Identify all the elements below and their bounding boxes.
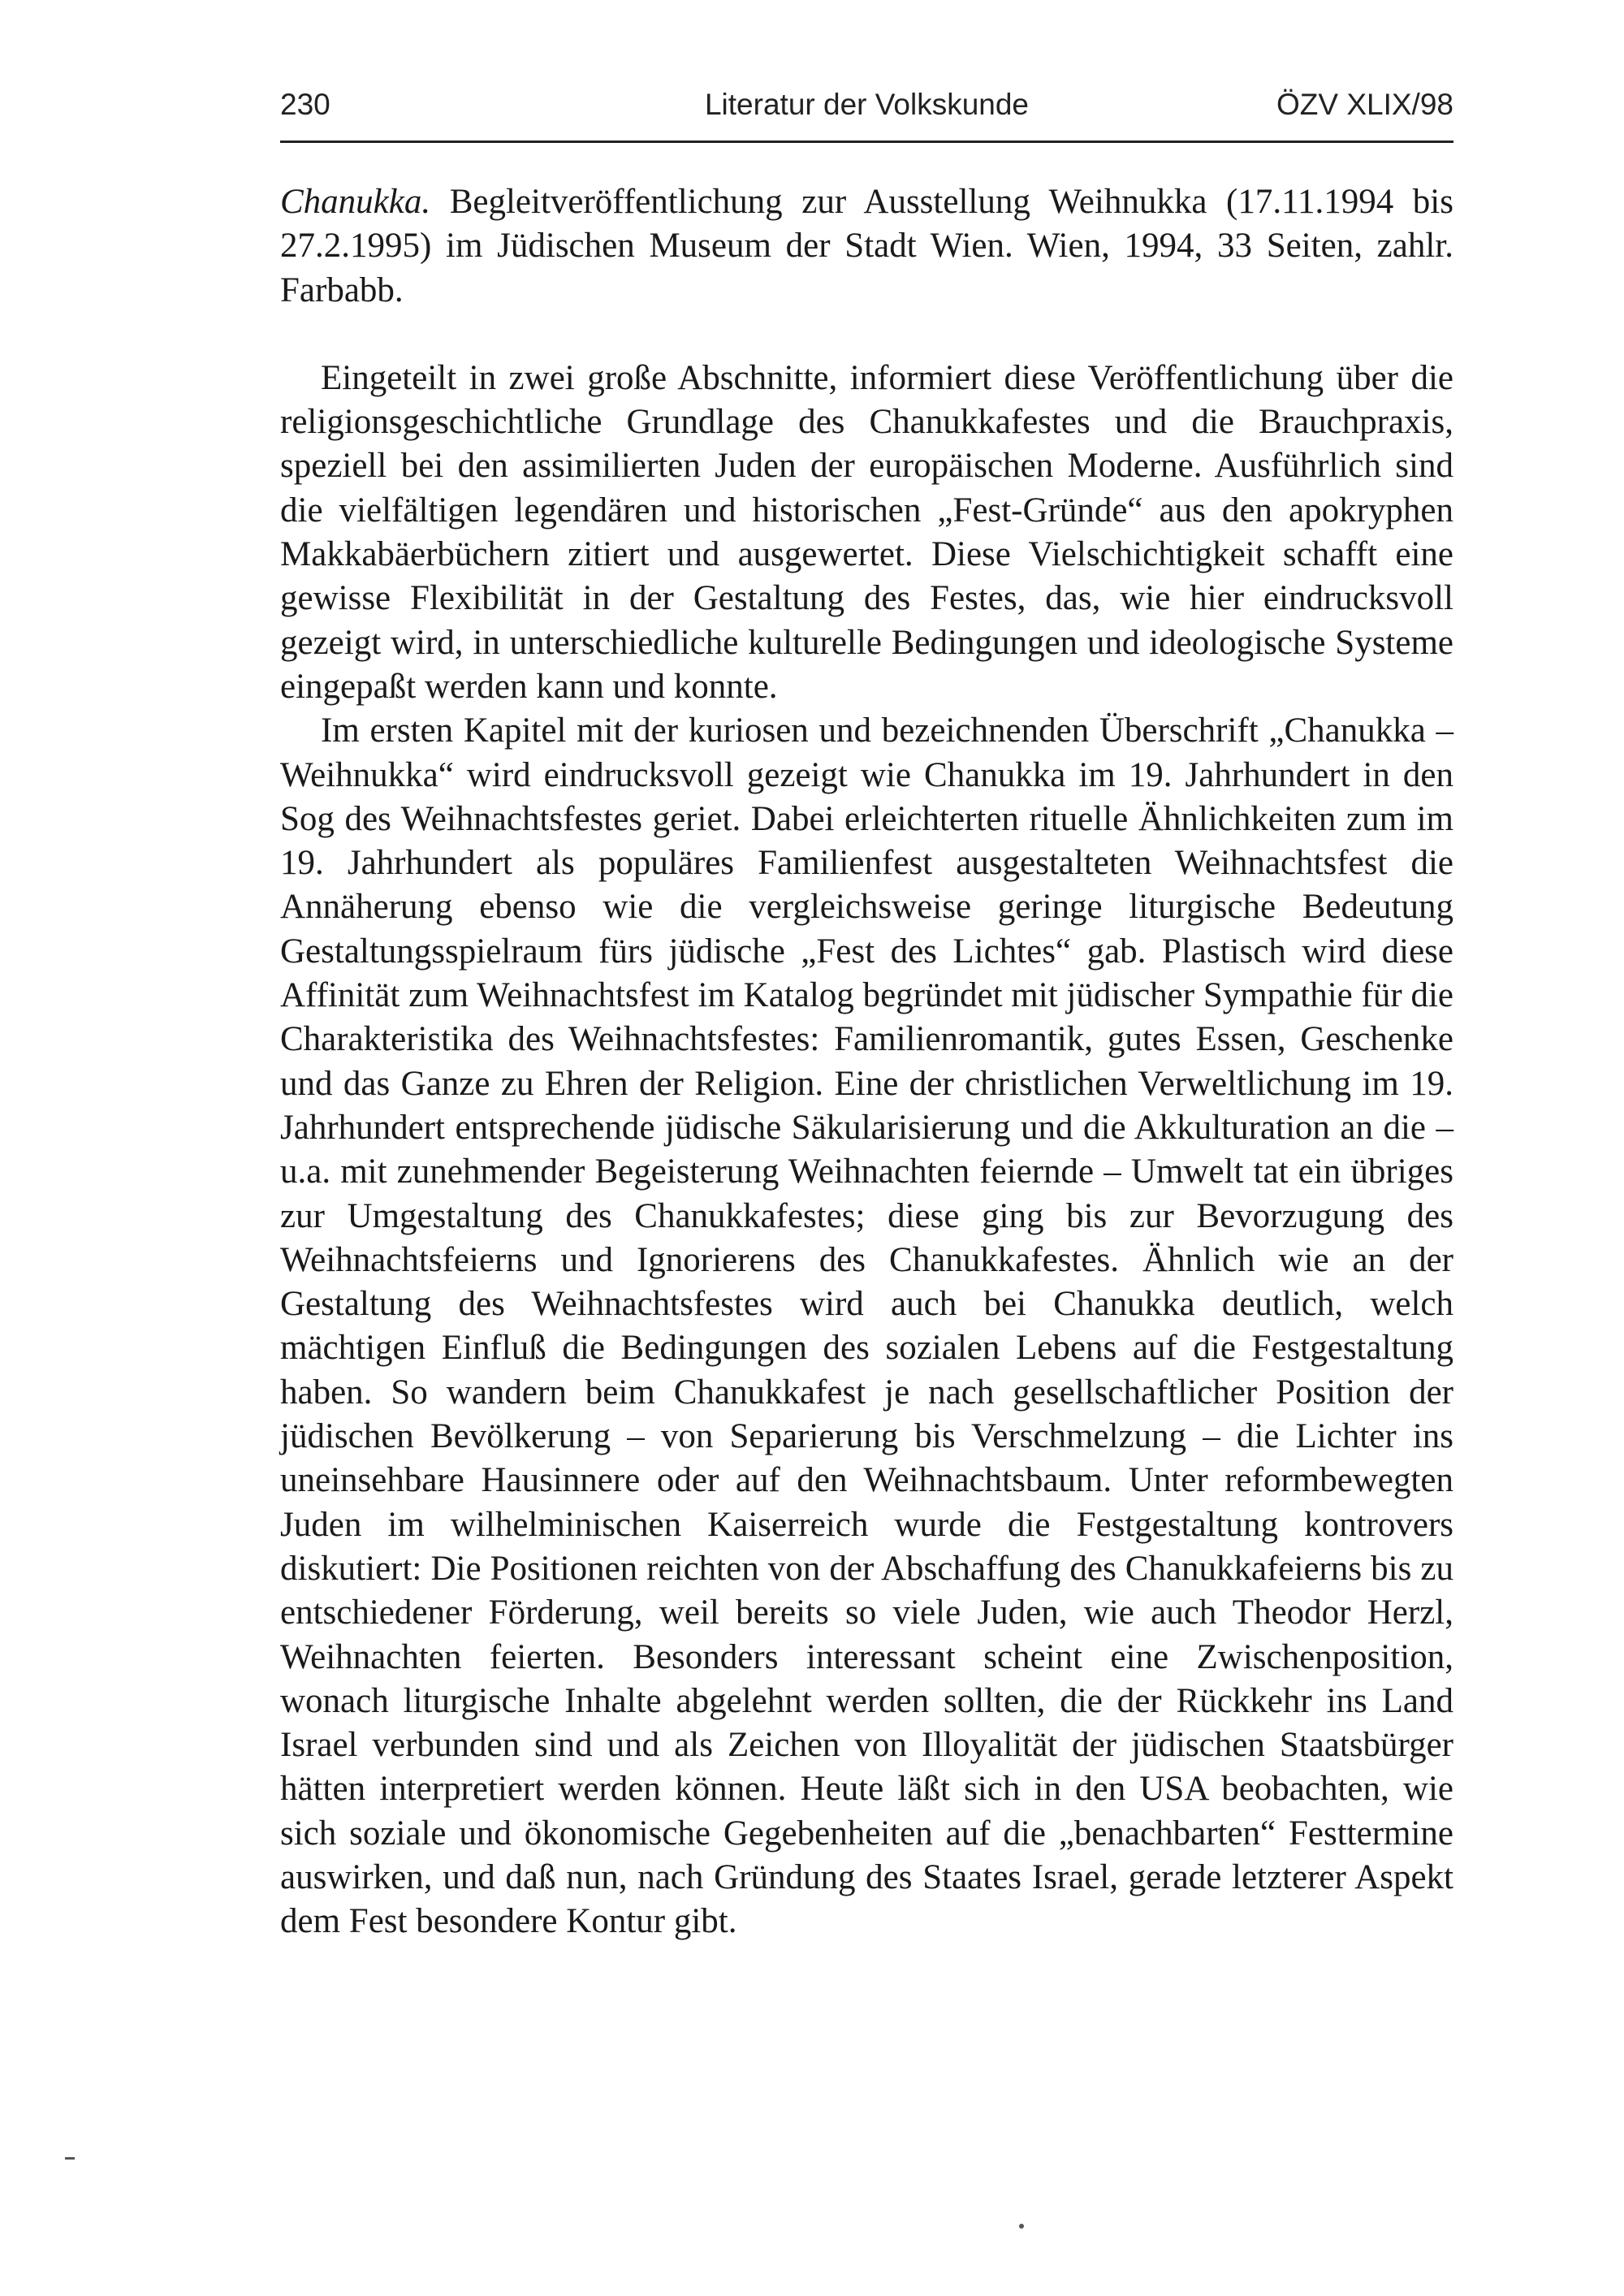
scan-speck <box>1019 2224 1024 2229</box>
bibliographic-citation <box>280 180 1453 313</box>
scan-speck <box>65 2157 75 2160</box>
citation-title: Chanukka. <box>280 183 431 221</box>
paragraph-2: Im ersten Kapitel mit der kuriosen und bezeichnenden Überschrift „Chanukka – Weihnukka“ wird eindrucksvoll gezeigt wie Chanukka im 19. Jahrhundert in den Sog des Weihnachtsfestes geriet. Dabei erleichterten rituelle Ähnlichkeiten zum im 19. Jahrhundert als populäres Familienfest ausgestalteten Weihnachtsfest die Annäherung ebenso wie die vergleichsweise geringe liturgische Bedeutung Gestaltungsspielraum fürs jüdische „Fest des Lichtes“ gab. Plastisch wird diese Affinität zum Weihnachtsfest im Katalog begründet mit jüdischer Sympathie für die Charakteristika des Weihnachtsfestes: Familienromantik, gutes Essen, Geschenke und das Ganze zu Ehren der Religion. Eine der christlichen Verweltlichung im 19. Jahrhundert entsprechende jüdische Säkularisierung und die Akkulturation an die – u.a. mit zunehmender Begeisterung Weihnachten feiernde – Umwelt tat ein übriges zur Umgestaltung des Chanukkafestes; diese ging bis zur Bevorzugung des Weihnachtsfeierns und Ignorierens des Chanukkafestes. Ähnlich wie an der Gestaltung des Weihnachtsfestes wird auch bei Chanukka deutlich, welch mächtigen Einfluß die Bedingungen des sozialen Lebens auf die Festgestaltung haben. So wandern beim Chanukkafest je nach gesellschaftlicher Position der jüdischen Bevölkerung – von Separierung bis Verschmelzung – die Lichter ins uneinsehbare Hausinnere oder auf den Weihnachtsbaum. Unter reformbewegten Juden im wilhelminischen Kaiserreich wurde die Festgestaltung kontrovers diskutiert: Die Positionen reichten von der Abschaffung des Chanukkafeierns bis zu entschiedener Förderung, weil bereits so viele Juden, wie auch Theodor Herzl, Weihnachten feierten. Besonders interessant scheint eine Zwischenposition, wonach liturgische Inhalte abgelehnt werden sollten, die der Rückkehr ins Land Israel verbunden sind und als Zeichen von Illoyalität der jüdischen Staatsbürger hätten interpretiert werden können. Heute läßt sich in den USA beobachten, wie sich soziale und ökonomische Gegebenheiten auf die „benachbarten“ Festtermine auswirken, und daß nun, nach Gründung des Staates Israel, gerade letzterer Aspekt dem Fest besondere Kontur gibt. <box>280 711 1453 1941</box>
page-number: 230 <box>280 88 330 121</box>
paragraph-1: Eingeteilt in zwei große Abschnitte, informiert diese Veröffentlichung über die religionsgeschichtliche Grundlage des Chanukkafestes und die Brauchpraxis, speziell bei den assimilierten Juden der europäischen Moderne. Ausführlich sind die vielfältigen legendären und historischen „Fest-Gründe“ aus den apokryphen Makkabäerbüchern zitiert und ausgewertet. Diese Vielschichtigkeit schafft eine gewisse Flexibilität in der Gestaltung des Festes, das, wie hier eindrucksvoll gezeigt wird, in unterschiedliche kulturelle Bedingungen und ideologische Systeme eingepaßt werden kann und konnte. <box>280 358 1453 706</box>
page-header <box>280 88 1453 136</box>
running-title: Literatur der Volkskunde <box>704 88 1029 121</box>
journal-issue: ÖZV XLIX/98 <box>1276 88 1453 121</box>
citation-details: Begleitveröffentlichung zur Ausstellung Weihnukka (17.11.1994 bis 27.2.1995) im Jüdischen Museum der Stadt Wien. Wien, 1994, 33 Seiten, zahlr. Farbabb. <box>280 183 1453 309</box>
header-rule <box>280 141 1453 143</box>
review-text <box>280 180 1453 1944</box>
